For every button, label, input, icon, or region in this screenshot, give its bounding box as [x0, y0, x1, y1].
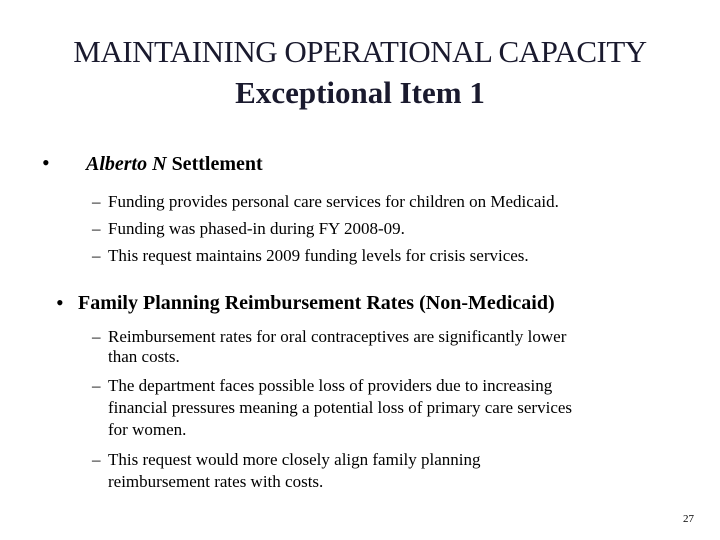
- sub-item: Funding provides personal care services for children on Medicaid.: [108, 192, 559, 211]
- dash-marker: –: [92, 327, 101, 346]
- slide-subtitle: Exceptional Item 1: [235, 75, 485, 110]
- dash-marker: –: [92, 376, 101, 395]
- dash-marker: –: [92, 246, 101, 265]
- sub-item: Funding was phased-in during FY 2008-09.: [108, 219, 405, 238]
- dash-marker: –: [92, 219, 101, 238]
- sub-item-line: This request would more closely align family planning: [108, 450, 481, 469]
- bullet-marker: •: [56, 290, 64, 315]
- sub-item: This request maintains 2009 funding levels for crisis services.: [108, 246, 529, 265]
- page-number: 27: [683, 513, 694, 525]
- bullet-heading-italic: Alberto N: [86, 153, 167, 175]
- sub-item-line: for women.: [108, 420, 187, 439]
- sub-item-line: financial pressures meaning a potential loss of primary care services: [108, 398, 573, 417]
- bullet-marker: •: [42, 150, 50, 175]
- sub-item-line: Reimbursement rates for oral contraceptives are significantly lower: [108, 327, 567, 346]
- bullet-heading-family-planning: Family Planning Reimbursement Rates (Non-Medicaid): [78, 292, 555, 314]
- dash-marker: –: [92, 450, 101, 469]
- sub-item-line: than costs.: [108, 347, 180, 366]
- slide-title: MAINTAINING OPERATIONAL CAPACITY: [73, 34, 647, 69]
- dash-marker: –: [92, 192, 101, 211]
- bullet-heading-rest: Settlement: [166, 153, 263, 175]
- sub-item-line: reimbursement rates with costs.: [108, 472, 324, 491]
- bullet-heading-alberto: [86, 151, 263, 177]
- sub-item-line: The department faces possible loss of providers due to increasing: [108, 376, 553, 395]
